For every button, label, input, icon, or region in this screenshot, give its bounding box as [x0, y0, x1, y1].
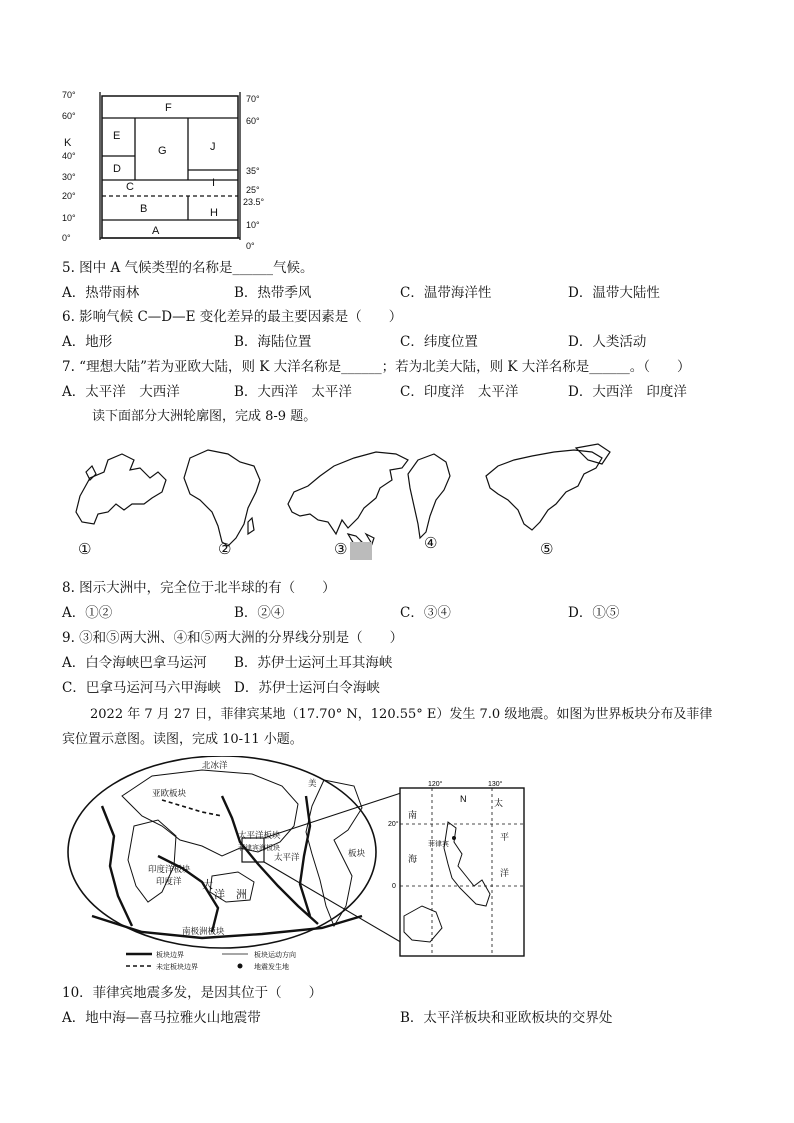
world-plate-map-svg — [62, 756, 532, 978]
inset-tick-120: 120° — [428, 781, 443, 788]
europe-outline — [76, 454, 166, 524]
right-tick-60: 60° — [246, 116, 260, 126]
region-e: E — [113, 130, 121, 142]
q6-stem: 6. 影响气候 C—D—E 变化差异的最主要因素是（ ） — [62, 309, 403, 325]
north-america-greenland — [576, 444, 610, 464]
continent-outlines — [62, 438, 732, 566]
label-philippine-plate: 菲律宾海板块 — [238, 845, 280, 852]
inset-tick-20: 20° — [388, 821, 399, 828]
south-america-outline — [408, 454, 450, 538]
q7-stem: 7. “理想大陆”若为亚欧大陆，则 K 大洋名称是______；若为北美大陆，则 K 大洋名称是______。（ ） — [62, 359, 691, 375]
label-plate: 板块 — [348, 848, 366, 858]
q8-option-d[interactable]: D．①⑤ — [568, 605, 620, 621]
left-tick-10: 10° — [62, 213, 76, 223]
label-antarctic-plate: 南极洲板块 — [182, 926, 225, 936]
continent-label-5: ⑤ — [540, 540, 554, 558]
q9-option-c[interactable]: C．巴拿马运河马六甲海峡 — [62, 680, 221, 696]
label-eurasian-plate: 亚欧板块 — [152, 788, 187, 798]
right-tick-23-5: 23.5° — [243, 197, 265, 207]
legend-plate-boundary: 板块边界 — [156, 952, 184, 959]
q6-option-c[interactable]: C．纬度位置 — [400, 334, 478, 350]
continent-label-4: ④ — [424, 534, 438, 552]
right-tick-0: 0° — [246, 241, 255, 251]
region-d: D — [113, 163, 121, 175]
q8-option-c[interactable]: C．③④ — [400, 605, 451, 621]
right-tick-70: 70° — [246, 94, 260, 104]
left-tick-30: 30° — [62, 172, 76, 182]
continent-label-2: ② — [218, 540, 232, 558]
continent-label-1: ① — [78, 540, 92, 558]
label-america: 美 — [308, 778, 317, 788]
map-frame — [68, 756, 376, 948]
q6-option-b[interactable]: B．海陆位置 — [234, 334, 312, 350]
inset-label-south: 南 — [408, 810, 418, 820]
q5-option-a[interactable]: A．热带雨林 — [62, 285, 140, 301]
inset-label-philippines: 菲律宾 — [428, 841, 449, 848]
climate-diagram — [60, 88, 280, 258]
q7-option-c[interactable]: C．印度洋 太平洋 — [400, 384, 519, 400]
region-h: H — [210, 207, 218, 219]
q9-option-a[interactable]: A．白令海峡巴拿马运河 — [62, 655, 207, 671]
philippines-inset — [388, 780, 524, 956]
continent-outlines-svg — [62, 438, 732, 566]
left-tick-0: 0° — [62, 233, 71, 243]
inset-label-yang: 洋 — [500, 868, 510, 878]
africa-madagascar — [248, 518, 254, 534]
left-tick-60: 60° — [62, 111, 76, 121]
north-america-outline — [486, 450, 602, 530]
q10-stem: 10．菲律宾地震多发，是因其位于（ ） — [62, 985, 323, 1001]
label-zhou: 洲 — [236, 889, 247, 901]
plate-boundary-south — [92, 916, 362, 938]
inset-north-label: N — [460, 794, 467, 804]
region-f: F — [165, 102, 172, 114]
q5-option-d[interactable]: D．温带大陆性 — [568, 285, 660, 301]
legend-motion-direction: 板块运动方向 — [254, 952, 296, 959]
region-b: B — [140, 203, 148, 215]
right-tick-10: 10° — [246, 220, 260, 230]
region-a: A — [152, 225, 160, 237]
inset-connector-top — [264, 792, 404, 838]
inset-label-sea: 海 — [408, 854, 418, 864]
label-pacific-plate: 太平洋板块 — [238, 830, 281, 840]
q5-stem: 5. 图中 A 气候类型的名称是______气候。 — [62, 260, 314, 276]
world-plate-map — [62, 756, 532, 978]
legend-undetermined-boundary: 未定板块边界 — [156, 964, 198, 971]
inset-label-ping: 平 — [500, 832, 510, 842]
plate-boundary-dashed — [162, 800, 222, 816]
intro-10-11-line2: 宾位置示意图。读图，完成 10-11 小题。 — [62, 732, 303, 747]
q5-option-c[interactable]: C．温带海洋性 — [400, 285, 492, 301]
earthquake-site-marker — [452, 836, 456, 840]
q9-stem: 9. ③和⑤两大洲、④和⑤两大洲的分界线分别是（ ） — [62, 630, 404, 646]
legend-earthquake-swatch — [238, 964, 243, 969]
right-tick-35: 35° — [246, 166, 260, 176]
legend-earthquake: 地震发生地 — [254, 964, 289, 971]
inset-tick-130: 130° — [488, 781, 503, 788]
q7-option-b[interactable]: B．大西洋 太平洋 — [234, 384, 352, 400]
right-tick-25: 25° — [246, 185, 260, 195]
intro-8-9: 读下面部分大洲轮廓图，完成 8-9 题。 — [92, 409, 317, 424]
q6-option-a[interactable]: A．地形 — [62, 334, 113, 350]
plate-boundary-atlantic — [102, 806, 132, 926]
left-tick-20: 20° — [62, 191, 76, 201]
label-arctic-ocean: 北冰洋 — [202, 760, 228, 770]
q8-option-b[interactable]: B．②④ — [234, 605, 285, 621]
plate-boundary-pacific — [222, 796, 318, 924]
k-label: K — [64, 137, 72, 149]
q7-option-a[interactable]: A．太平洋 大西洋 — [62, 384, 180, 400]
map-legend — [126, 950, 296, 971]
label-da: 大 — [202, 879, 213, 891]
q9-option-b[interactable]: B．苏伊士运河土耳其海峡 — [234, 655, 393, 671]
scan-blur — [350, 542, 372, 560]
q9-option-d[interactable]: D．苏伊士运河白令海峡 — [234, 680, 380, 696]
region-i: I — [212, 177, 216, 189]
q8-stem: 8. 图示大洲中，完全位于北半球的有（ ） — [62, 580, 336, 596]
q6-option-d[interactable]: D．人类活动 — [568, 334, 647, 350]
label-pacific-ocean: 太平洋 — [274, 852, 300, 862]
q10-option-a[interactable]: A．地中海—喜马拉雅火山地震带 — [62, 1010, 261, 1026]
label-yang: 洋 — [214, 889, 225, 901]
left-tick-70: 70° — [62, 90, 76, 100]
q10-option-b[interactable]: B．太平洋板块和亚欧板块的交界处 — [400, 1010, 613, 1026]
inset-label-tai: 太 — [494, 798, 504, 808]
continent-label-3: ③ — [334, 540, 348, 558]
q5-option-b[interactable]: B．热带季风 — [234, 285, 312, 301]
inset-tick-0: 0 — [392, 883, 396, 890]
q8-option-a[interactable]: A．①② — [62, 605, 113, 621]
q7-option-d[interactable]: D．大西洋 印度洋 — [568, 384, 687, 400]
climate-diagram-svg — [60, 88, 280, 258]
left-tick-40: 40° — [62, 151, 76, 161]
region-g: G — [158, 145, 167, 157]
region-c: C — [126, 181, 134, 193]
label-indian-plate: 印度洋板块 — [148, 864, 191, 874]
asia-outline — [288, 452, 408, 534]
label-indian-ocean: 印度洋 — [156, 876, 182, 886]
intro-10-11-line1: 2022 年 7 月 27 日，菲律宾某地（17.70° N，120.55° E）发生 7.0 级地震。如图为世界板块分布及菲律 — [90, 707, 713, 722]
region-j: J — [210, 141, 216, 153]
